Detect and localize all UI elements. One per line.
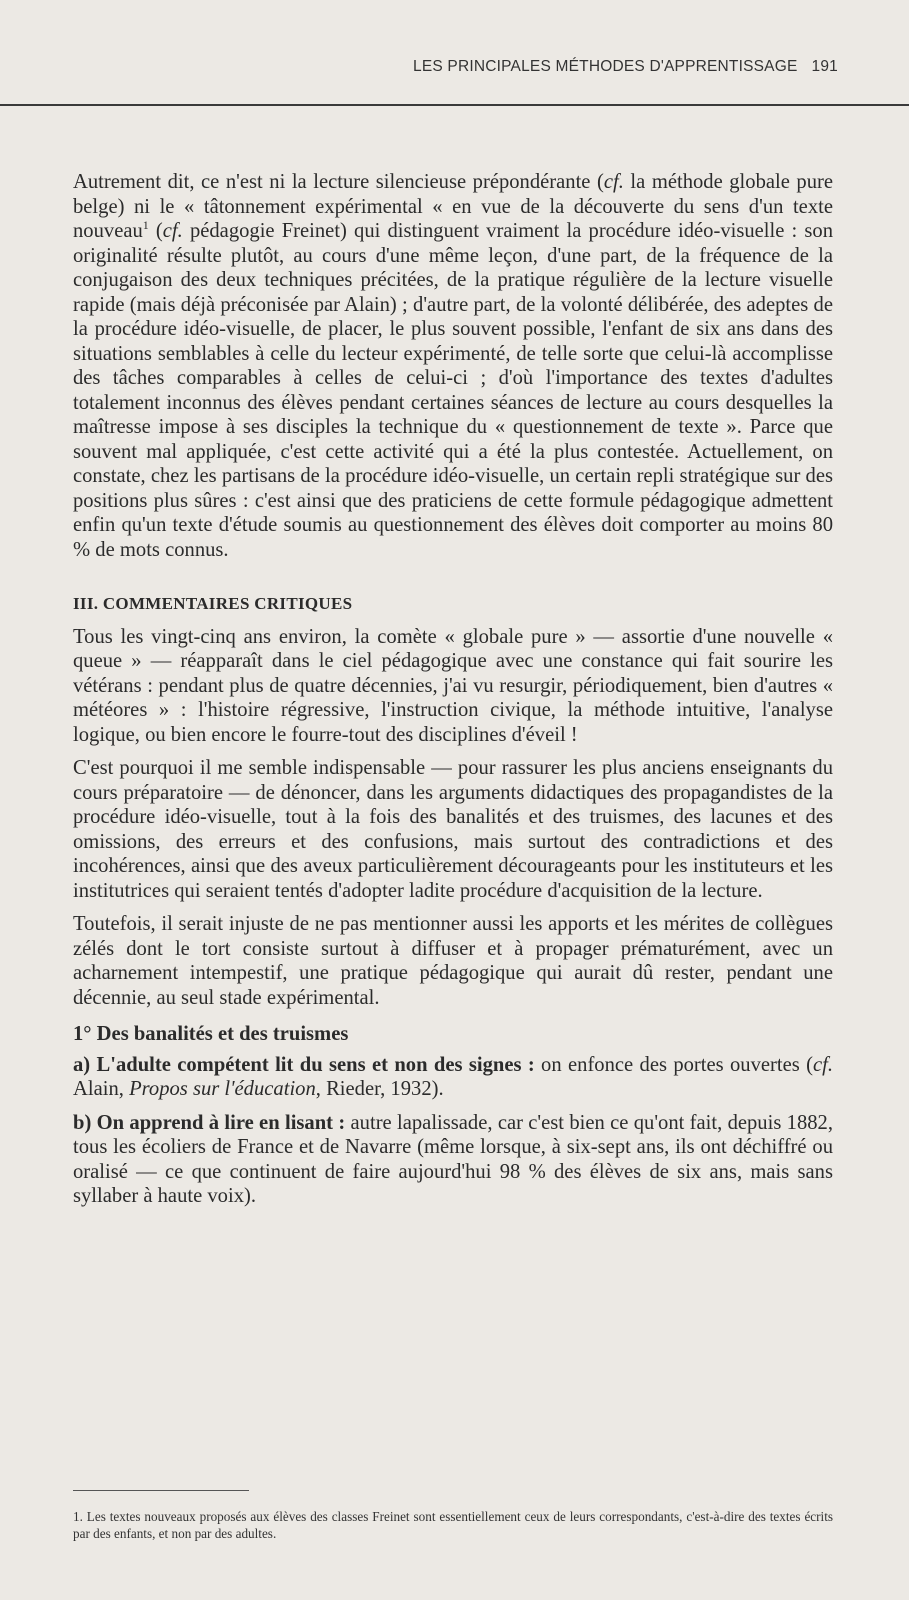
page-body	[73, 170, 833, 1209]
paragraph-toutefois: Toutefois, il serait injuste de ne pas mentionner aussi les apports et les mérites de collègues zélés dont le tort consiste surtout à diffuser et à propager prématurément, avec un acharnement intempestif, une pratique pédagogique qui aurait dû rester, pendant une décennie, au seul stade expérimental.	[73, 913, 833, 1009]
header-rule	[0, 104, 909, 106]
paragraph-denoncer: C'est pourquoi il me semble indispensable — pour rassurer les plus anciens enseignants du cours préparatoire — de dénoncer, dans les arguments didactiques des propagandistes de la procédure idéo-visuelle, tout à la fois des banalités et des truismes, des lacunes et des omissions, des erreurs et des confusions, mais surtout des contradictions et des incohérences, ainsi que des aveux particulièrement décourageants pour les instituteurs et les institutrices qui seraient tentés d'adopter ladite procédure d'acquisition de la lecture.	[73, 757, 833, 902]
paragraph-item-b: b) On apprend à lire en lisant : autre lapalissade, car c'est bien ce qu'ont fait, depuis 1882, tous les écoliers de France et de Navarre (même lorsque, à six-sept ans, ils ont déchiffré ou oralisé — ce que continuent de faire aujourd'hui 98 % des élèves de six ans, mais sans syllaber à haute voix).	[73, 1111, 833, 1207]
header-title: LES PRINCIPALES MÉTHODES D'APPRENTISSAGE	[413, 58, 798, 75]
section-heading: III. COMMENTAIRES CRITIQUES	[73, 594, 353, 613]
paragraph-intro: Autrement dit, ce n'est ni la lecture silencieuse prépondérante (cf. la méthode globale pure belge) ni le « tâtonnement expérimental « en vue de la découverte du sens d'un texte nouveau$^1$ (cf. pédagogie Freinet) qui distinguent vraiment la procédure idéo-visuelle : son originalité résulte plutôt, au cours d'une même leçon, d'une part, de la fréquence de la conjugaison des deux techniques précitées, de la pratique régulière de la lecture visuelle rapide (mais déjà préconisée par Alain) ; d'autre part, de la volonté délibérée, des adeptes de la procédure idéo-visuelle, de placer, le plus souvent possible, l'enfant de six ans dans des situations semblables à celle du lecteur expérimenté, de telle sorte que celui-là accomplisse des tâches comparables à celles de celui-ci ; d'où l'importance des textes d'adultes totalement inconnus des élèves pendant certaines séances de lecture au cours desquelles la maîtresse impose à ses disciples la technique du « questionnement de texte ». Parce que souvent mal appliquée, c'est cette activité qui a été la plus contestée. Actuellement, on constate, chez les partisans de la procédure idéo-visuelle, un certain repli stratégique sur des positions plus sûres : c'est ainsi que des praticiens de cette formule pédagogique admettent enfin qu'un texte d'étude soumis au questionnement des élèves doit comporter au moins 80 % de mots connus.	[73, 171, 834, 561]
footnote-marker[interactable]: 1	[142, 218, 149, 233]
footnote-rule	[73, 1490, 249, 1491]
item-b-label: b) On apprend à lire en lisant :	[73, 1111, 346, 1134]
book-title: Propos sur l'éducation	[129, 1078, 316, 1100]
subsection-heading: 1° Des banalités et des truismes	[73, 1023, 349, 1045]
paragraph-comete: Tous les vingt-cinq ans environ, la comète « globale pure » — assortie d'une nouvelle « queue » — réapparaît dans le ciel pédagogique avec une constance qui fait sourire les vétérans : pendant plus de quatre décennies, j'ai vu resurgir, périodiquement, bien d'autres « météores » : l'histoire régressive, l'instruction civique, la méthode intuitive, l'analyse logique, ou bien encore le fourre-tout des disciplines d'éveil !	[73, 625, 833, 746]
running-header	[0, 58, 838, 76]
page-number: 191	[811, 58, 838, 75]
footnote: 1. Les textes nouveaux proposés aux élèves des classes Freinet sont essentiellement ceux de leurs correspondants, c'est-à-dire des textes écrits par des enfants, et non par des adultes.	[73, 1509, 833, 1541]
item-a-label: a) L'adulte compétent lit du sens et non des signes :	[73, 1053, 535, 1076]
paragraph-item-a: a) L'adulte compétent lit du sens et non des signes : on enfonce des portes ouvertes (cf. Alain, Propos sur l'éducation, Rieder, 1932).	[73, 1053, 834, 1100]
